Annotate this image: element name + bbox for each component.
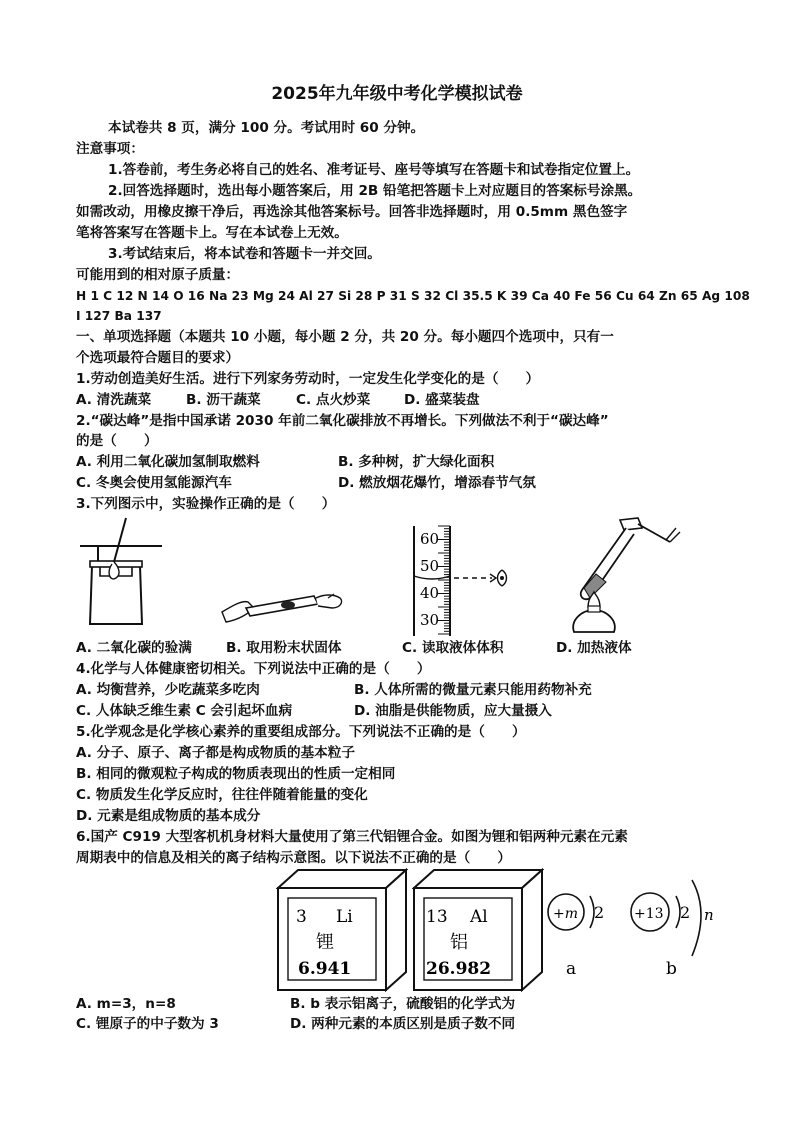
ion-b-nucleus: +13 xyxy=(634,906,664,922)
al-name: 铝 xyxy=(450,932,468,953)
atomic-mass-line2: I 127 Ba 137 xyxy=(76,309,162,323)
co2-verify-figure xyxy=(76,516,206,634)
q1-option-d: D. 盛菜装盘 xyxy=(404,392,480,408)
note-3: 3.考试结束后，将本试卷和答题卡一并交回。 xyxy=(108,246,381,262)
q5-stem: 5.化学观念是化学核心素养的重要组成部分。下列说法不正确的是（ ） xyxy=(76,724,526,740)
q2-stem-line2: 的是（ ） xyxy=(76,433,158,449)
li-symbol: Li xyxy=(336,907,353,927)
ion-b-shell-2: n xyxy=(704,906,714,924)
q6-option-a: A. m=3，n=8 xyxy=(76,996,176,1012)
note-2-line3: 笔将答案写在答题卡上。写在本试卷上无效。 xyxy=(76,225,348,241)
note-1: 1.答卷前，考生务必将自己的姓名、准考证号、座号等填写在答题卡和试卷指定位置上。 xyxy=(108,162,640,178)
q3-option-c: C. 读取液体体积 xyxy=(402,640,504,656)
q2-option-b: B. 多种树，扩大绿化面积 xyxy=(338,454,495,470)
q5-option-a: A. 分子、原子、离子都是构成物质的基本粒子 xyxy=(76,745,355,761)
q6-option-d: D. 两种元素的本质区别是质子数不同 xyxy=(290,1016,516,1032)
notes-heading: 注意事项： xyxy=(76,141,144,157)
atomic-mass-heading: 可能用到的相对原子质量： xyxy=(76,267,240,283)
q3-option-b: B. 取用粉末状固体 xyxy=(226,640,342,656)
cylinder-tick-label: 30 xyxy=(420,611,440,629)
q2-option-c: C. 冬奥会使用氢能源汽车 xyxy=(76,475,232,491)
q6-stem-line2: 周期表中的信息及相关的离子结构示意图。以下说法不正确的是（ ） xyxy=(76,850,511,866)
q2-option-d: D. 燃放烟花爆竹，增添春节气氛 xyxy=(338,475,536,491)
q6-option-b: B. b 表示铝离子，硫酸铝的化学式为 xyxy=(290,996,516,1012)
q3-stem: 3.下列图示中，实验操作正确的是（ ） xyxy=(76,496,336,512)
li-atomic-mass: 6.941 xyxy=(298,959,352,979)
ion-b-label: b xyxy=(666,959,677,979)
q1-option-b: B. 沥干蔬菜 xyxy=(186,392,261,408)
ion-a-shell-1: 2 xyxy=(594,903,605,922)
q4-option-a: A. 均衡营养，少吃蔬菜多吃肉 xyxy=(76,682,260,698)
ion-a-nucleus: +m xyxy=(553,906,579,922)
al-symbol: Al xyxy=(470,907,488,927)
q5-option-c: C. 物质发生化学反应时，往往伴随着能量的变化 xyxy=(76,787,368,803)
al-atomic-number: 13 xyxy=(426,907,448,927)
aluminum-element-card xyxy=(412,868,544,992)
li-name: 锂 xyxy=(316,932,334,953)
q5-option-d: D. 元素是组成物质的基本成分 xyxy=(76,808,261,824)
cylinder-tick-label: 60 xyxy=(420,530,440,548)
atomic-mass-line1: H 1 C 12 N 14 O 16 Na 23 Mg 24 Al 27 Si 28 P 31 S 32 Cl 35.5 K 39 Ca 40 Fe 56 Cu 64 Zn 65 Ag 108 xyxy=(76,289,750,303)
al-atomic-mass: 26.982 xyxy=(426,959,492,979)
q5-option-b: B. 相同的微观粒子构成的物质表现出的性质一定相同 xyxy=(76,766,396,782)
q4-option-c: C. 人体缺乏维生素 C 会引起坏血病 xyxy=(76,703,293,719)
q4-stem: 4.化学与人体健康密切相关。下列说法中正确的是（ ） xyxy=(76,661,431,677)
q6-stem-line1: 6.国产 C919 大型客机机身材料大量使用了第三代铝锂合金。如图为锂和铝两种元素在元素 xyxy=(76,829,628,845)
note-2-line2: 如需改动，用橡皮擦干净后，再选涂其他答案标号。回答非选择题时，用 0.5mm 黑色签字 xyxy=(76,204,628,220)
li-atomic-number: 3 xyxy=(296,907,307,927)
ion-diagram-b xyxy=(624,862,724,986)
heating-figure xyxy=(560,512,690,638)
ion-a-label: a xyxy=(566,959,577,979)
intro-text: 本试卷共 8 页，满分 100 分。考试用时 60 分钟。 xyxy=(108,120,425,136)
q4-option-b: B. 人体所需的微量元素只能用药物补充 xyxy=(354,682,592,698)
cylinder-tick-label: 40 xyxy=(420,584,440,602)
lithium-element-card xyxy=(276,868,408,992)
q1-option-a: A. 清洗蔬菜 xyxy=(76,392,152,408)
q2-stem-line1: 2.“碳达峰”是指中国承诺 2030 年前二氧化碳排放不再增长。下列做法不利于“碳达峰” xyxy=(76,413,609,429)
note-2-line1: 2.回答选择题时，选出每小题答案后，用 2B 铅笔把答题卡上对应题目的答案标号涂黑。 xyxy=(108,183,642,199)
q3-option-a: A. 二氧化碳的验满 xyxy=(76,640,192,656)
exam-title: 2025年九年级中考化学模拟试卷 xyxy=(271,84,523,104)
q1-option-c: C. 点火炒菜 xyxy=(296,392,371,408)
q3-option-d: D. 加热液体 xyxy=(556,640,632,656)
q1-stem: 1.劳动创造美好生活。进行下列家务劳动时，一定发生化学变化的是（ ） xyxy=(76,371,540,387)
powder-figure xyxy=(218,586,348,626)
cylinder-figure xyxy=(406,520,520,638)
q4-option-d: D. 油脂是供能物质，应大量摄入 xyxy=(354,703,552,719)
q6-option-c: C. 锂原子的中子数为 3 xyxy=(76,1016,219,1032)
section1-heading-line1: 一、单项选择题（本题共 10 小题，每小题 2 分，共 20 分。每小题四个选项中，只有一 xyxy=(76,329,614,345)
section1-heading-line2: 个选项最符合题目的要求） xyxy=(76,350,240,366)
ion-b-shell-1: 2 xyxy=(680,903,691,922)
q2-option-a: A. 利用二氧化碳加氢制取燃料 xyxy=(76,454,260,470)
ion-diagram-a xyxy=(542,874,622,984)
cylinder-tick-label: 50 xyxy=(420,557,440,575)
